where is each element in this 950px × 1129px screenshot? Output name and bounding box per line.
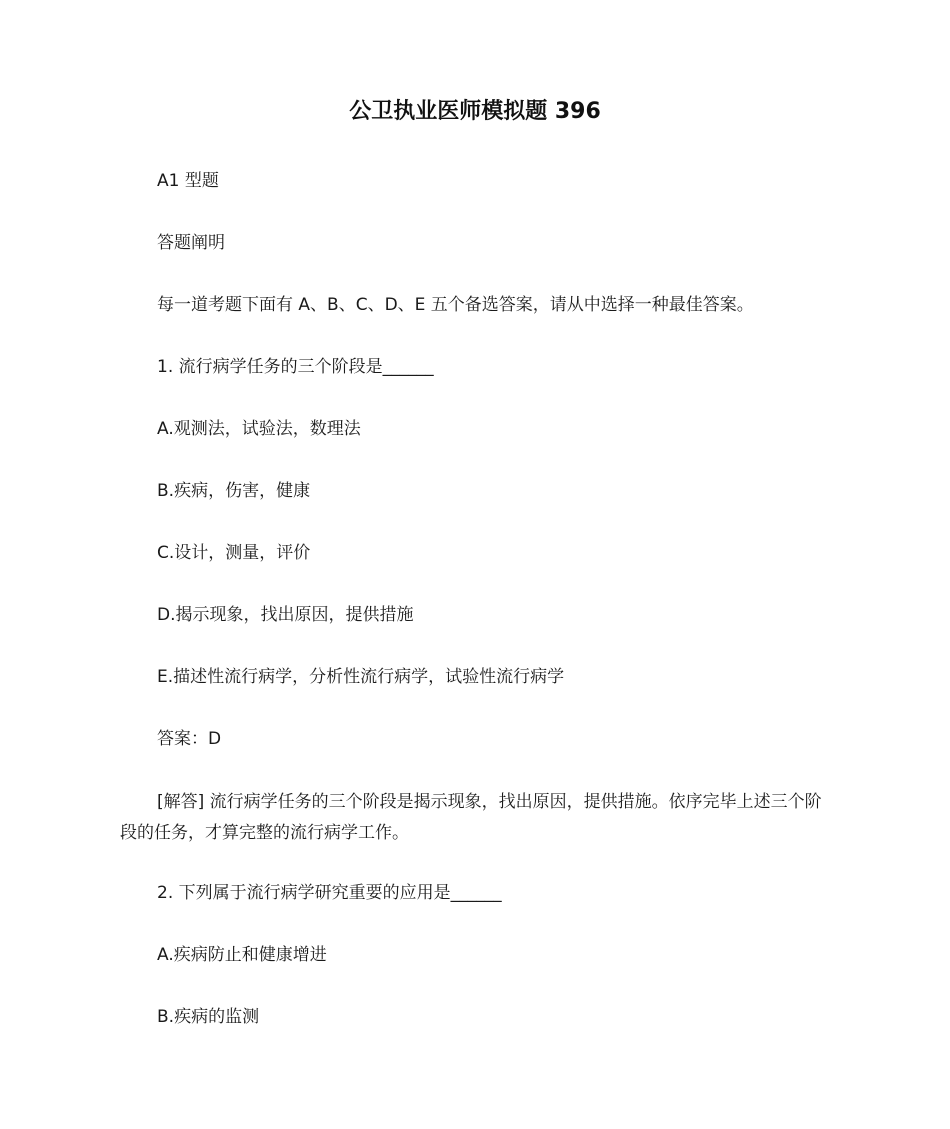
section-heading: A1 型题 [157,171,219,191]
question-1-option-e: E.描述性流行病学，分析性流行病学，试验性流行病学 [157,667,565,687]
question-1-option-c: C.设计，测量，评价 [157,543,311,563]
question-1-stem: 1. 流行病学任务的三个阶段是______ [157,357,434,377]
question-2-option-a: A.疾病防止和健康增进 [157,945,327,965]
document-title: 公卫执业医师模拟题 396 [349,99,601,124]
question-1-option-d: D.揭示现象，找出原因，提供措施 [157,605,414,625]
instructions-text: 每一道考题下面有 A、B、C、D、E 五个备选答案，请从中选择一种最佳答案。 [157,295,754,315]
question-2-option-b: B.疾病的监测 [157,1007,260,1027]
question-1-explanation: [解答] 流行病学任务的三个阶段是揭示现象，找出原因，提供措施。依序完毕上述三个阶段的任务，才算完整的流行病学工作。 [120,792,822,843]
question-2-stem: 2. 下列属于流行病学研究重要的应用是______ [157,883,502,903]
question-1-answer: 答案：D [157,729,222,749]
question-1-option-b: B.疾病，伤害，健康 [157,481,311,501]
question-1-option-a: A.观测法，试验法，数理法 [157,419,361,439]
instructions-heading: 答题阐明 [157,233,225,253]
